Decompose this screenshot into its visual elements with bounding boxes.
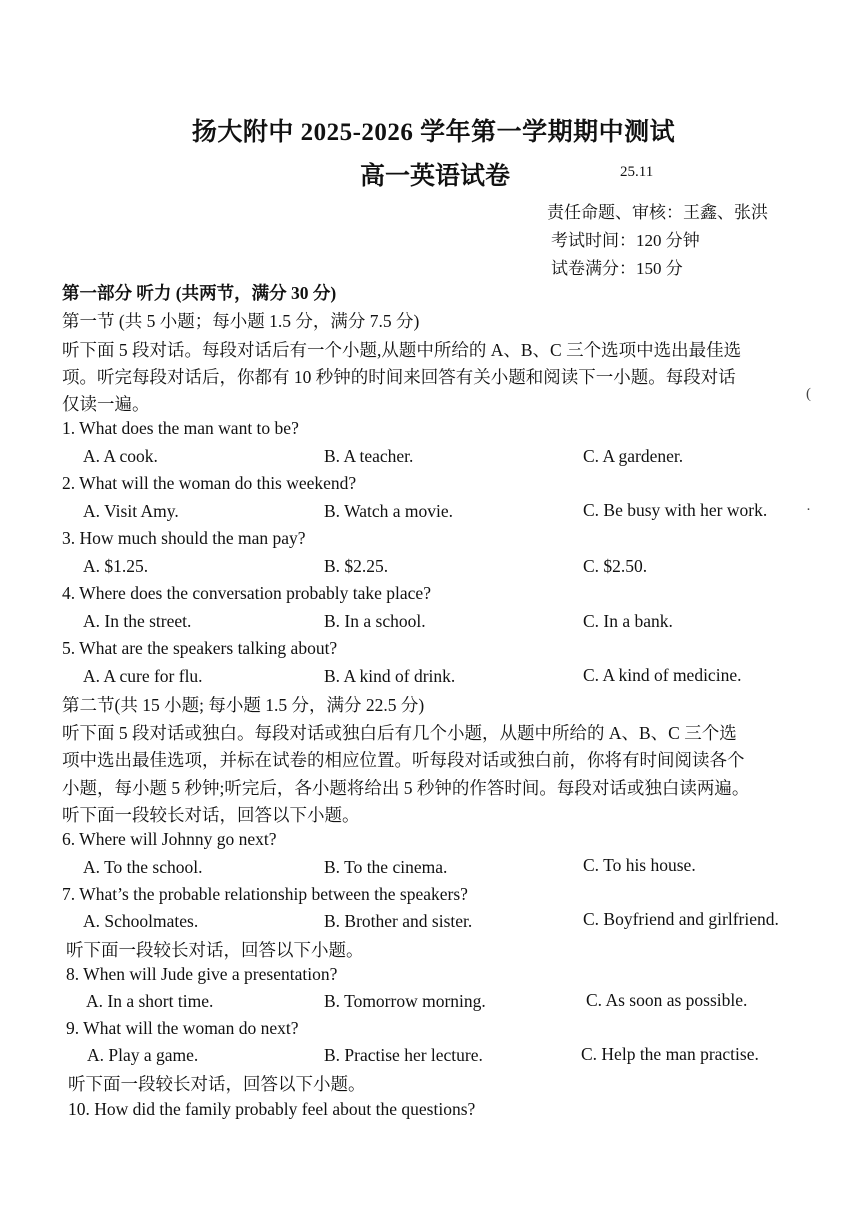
section2-instruction-line: 听下面 5 段对话或独白。每段对话或独白后有几个小题，从题中所给的 A、B、C 三个选 bbox=[62, 723, 737, 743]
option-a: A. A cure for flu. bbox=[83, 666, 203, 686]
question-stem: 3. How much should the man pay? bbox=[62, 528, 306, 548]
option-c: C. As soon as possible. bbox=[586, 990, 748, 1010]
question-stem: 8. When will Jude give a presentation? bbox=[66, 964, 338, 984]
exam-full-score: 试卷满分：150 分 bbox=[551, 259, 683, 278]
long-dialogue-note: 听下面一段较长对话，回答以下小题。 bbox=[62, 805, 360, 825]
option-b: B. Brother and sister. bbox=[324, 911, 473, 931]
question-stem: 7. What’s the probable relationship between the speakers? bbox=[62, 884, 468, 904]
option-b: B. A kind of drink. bbox=[324, 666, 456, 686]
margin-mark: ( bbox=[806, 386, 811, 402]
option-a: A. $1.25. bbox=[83, 556, 149, 576]
question-stem: 9. What will the woman do next? bbox=[66, 1018, 299, 1038]
option-c: C. To his house. bbox=[583, 855, 696, 875]
section2-instruction-line: 小题，每小题 5 秒钟;听完后，各小题将给出 5 秒钟的作答时间。每段对话或独白读两遍。 bbox=[62, 778, 750, 798]
option-a: A. To the school. bbox=[83, 857, 203, 877]
option-a: A. In the street. bbox=[83, 611, 192, 631]
option-a: A. Schoolmates. bbox=[83, 911, 199, 931]
option-c: C. A gardener. bbox=[583, 446, 684, 466]
option-c: C. Be busy with her work. bbox=[583, 500, 768, 520]
long-dialogue-note: 听下面一段较长对话，回答以下小题。 bbox=[68, 1074, 366, 1094]
question-stem: 6. Where will Johnny go next? bbox=[62, 829, 277, 849]
option-c: C. Help the man practise. bbox=[581, 1044, 759, 1064]
option-c: C. Boyfriend and girlfriend. bbox=[583, 909, 779, 929]
option-b: B. Tomorrow morning. bbox=[324, 991, 486, 1011]
exam-time: 考试时间：120 分钟 bbox=[551, 231, 700, 250]
section1-instruction-line: 项。听完每段对话后，你都有 10 秒钟的时间来回答有关小题和阅读下一小题。每段对话 bbox=[62, 367, 736, 387]
section2-instruction-line: 项中选出最佳选项，并标在试卷的相应位置。听每段对话或独白前，你将有时间阅读各个 bbox=[62, 750, 745, 770]
option-b: B. Watch a movie. bbox=[324, 501, 454, 521]
exam-subtitle: 高一英语试卷 bbox=[360, 163, 511, 190]
option-a: A. Play a game. bbox=[87, 1045, 199, 1065]
option-b: B. A teacher. bbox=[324, 446, 414, 466]
part1-heading: 第一部分 听力 (共两节，满分 30 分) bbox=[62, 283, 337, 303]
section1-instruction-line: 听下面 5 段对话。每段对话后有一个小题,从题中所给的 A、B、C 三个选项中选出最佳选 bbox=[62, 340, 742, 360]
option-b: B. $2.25. bbox=[324, 556, 389, 576]
option-b: B. Practise her lecture. bbox=[324, 1045, 483, 1065]
question-stem: 10. How did the family probably feel about the questions? bbox=[68, 1099, 476, 1119]
section1-instruction-line: 仅读一遍。 bbox=[62, 394, 150, 414]
option-a: A. A cook. bbox=[83, 446, 158, 466]
question-stem: 5. What are the speakers talking about? bbox=[62, 638, 338, 658]
exam-authors: 责任命题、审核：王鑫、张洪 bbox=[547, 203, 768, 222]
option-c: C. $2.50. bbox=[583, 556, 648, 576]
margin-mark: · bbox=[806, 502, 811, 518]
section2-heading: 第二节(共 15 小题; 每小题 1.5 分，满分 22.5 分) bbox=[62, 695, 425, 715]
question-stem: 1. What does the man want to be? bbox=[62, 418, 299, 438]
option-c: C. A kind of medicine. bbox=[583, 665, 742, 685]
option-b: B. To the cinema. bbox=[324, 857, 448, 877]
exam-date: 25.11 bbox=[620, 164, 654, 180]
long-dialogue-note: 听下面一段较长对话，回答以下小题。 bbox=[66, 940, 364, 960]
option-a: A. Visit Amy. bbox=[83, 501, 179, 521]
question-stem: 4. Where does the conversation probably take place? bbox=[62, 583, 431, 603]
question-stem: 2. What will the woman do this weekend? bbox=[62, 473, 357, 493]
option-c: C. In a bank. bbox=[583, 611, 673, 631]
option-b: B. In a school. bbox=[324, 611, 426, 631]
exam-title: 扬大附中 2025-2026 学年第一学期期中测试 bbox=[191, 119, 676, 146]
option-a: A. In a short time. bbox=[86, 991, 214, 1011]
section1-heading: 第一节 (共 5 小题；每小题 1.5 分，满分 7.5 分) bbox=[62, 311, 420, 331]
